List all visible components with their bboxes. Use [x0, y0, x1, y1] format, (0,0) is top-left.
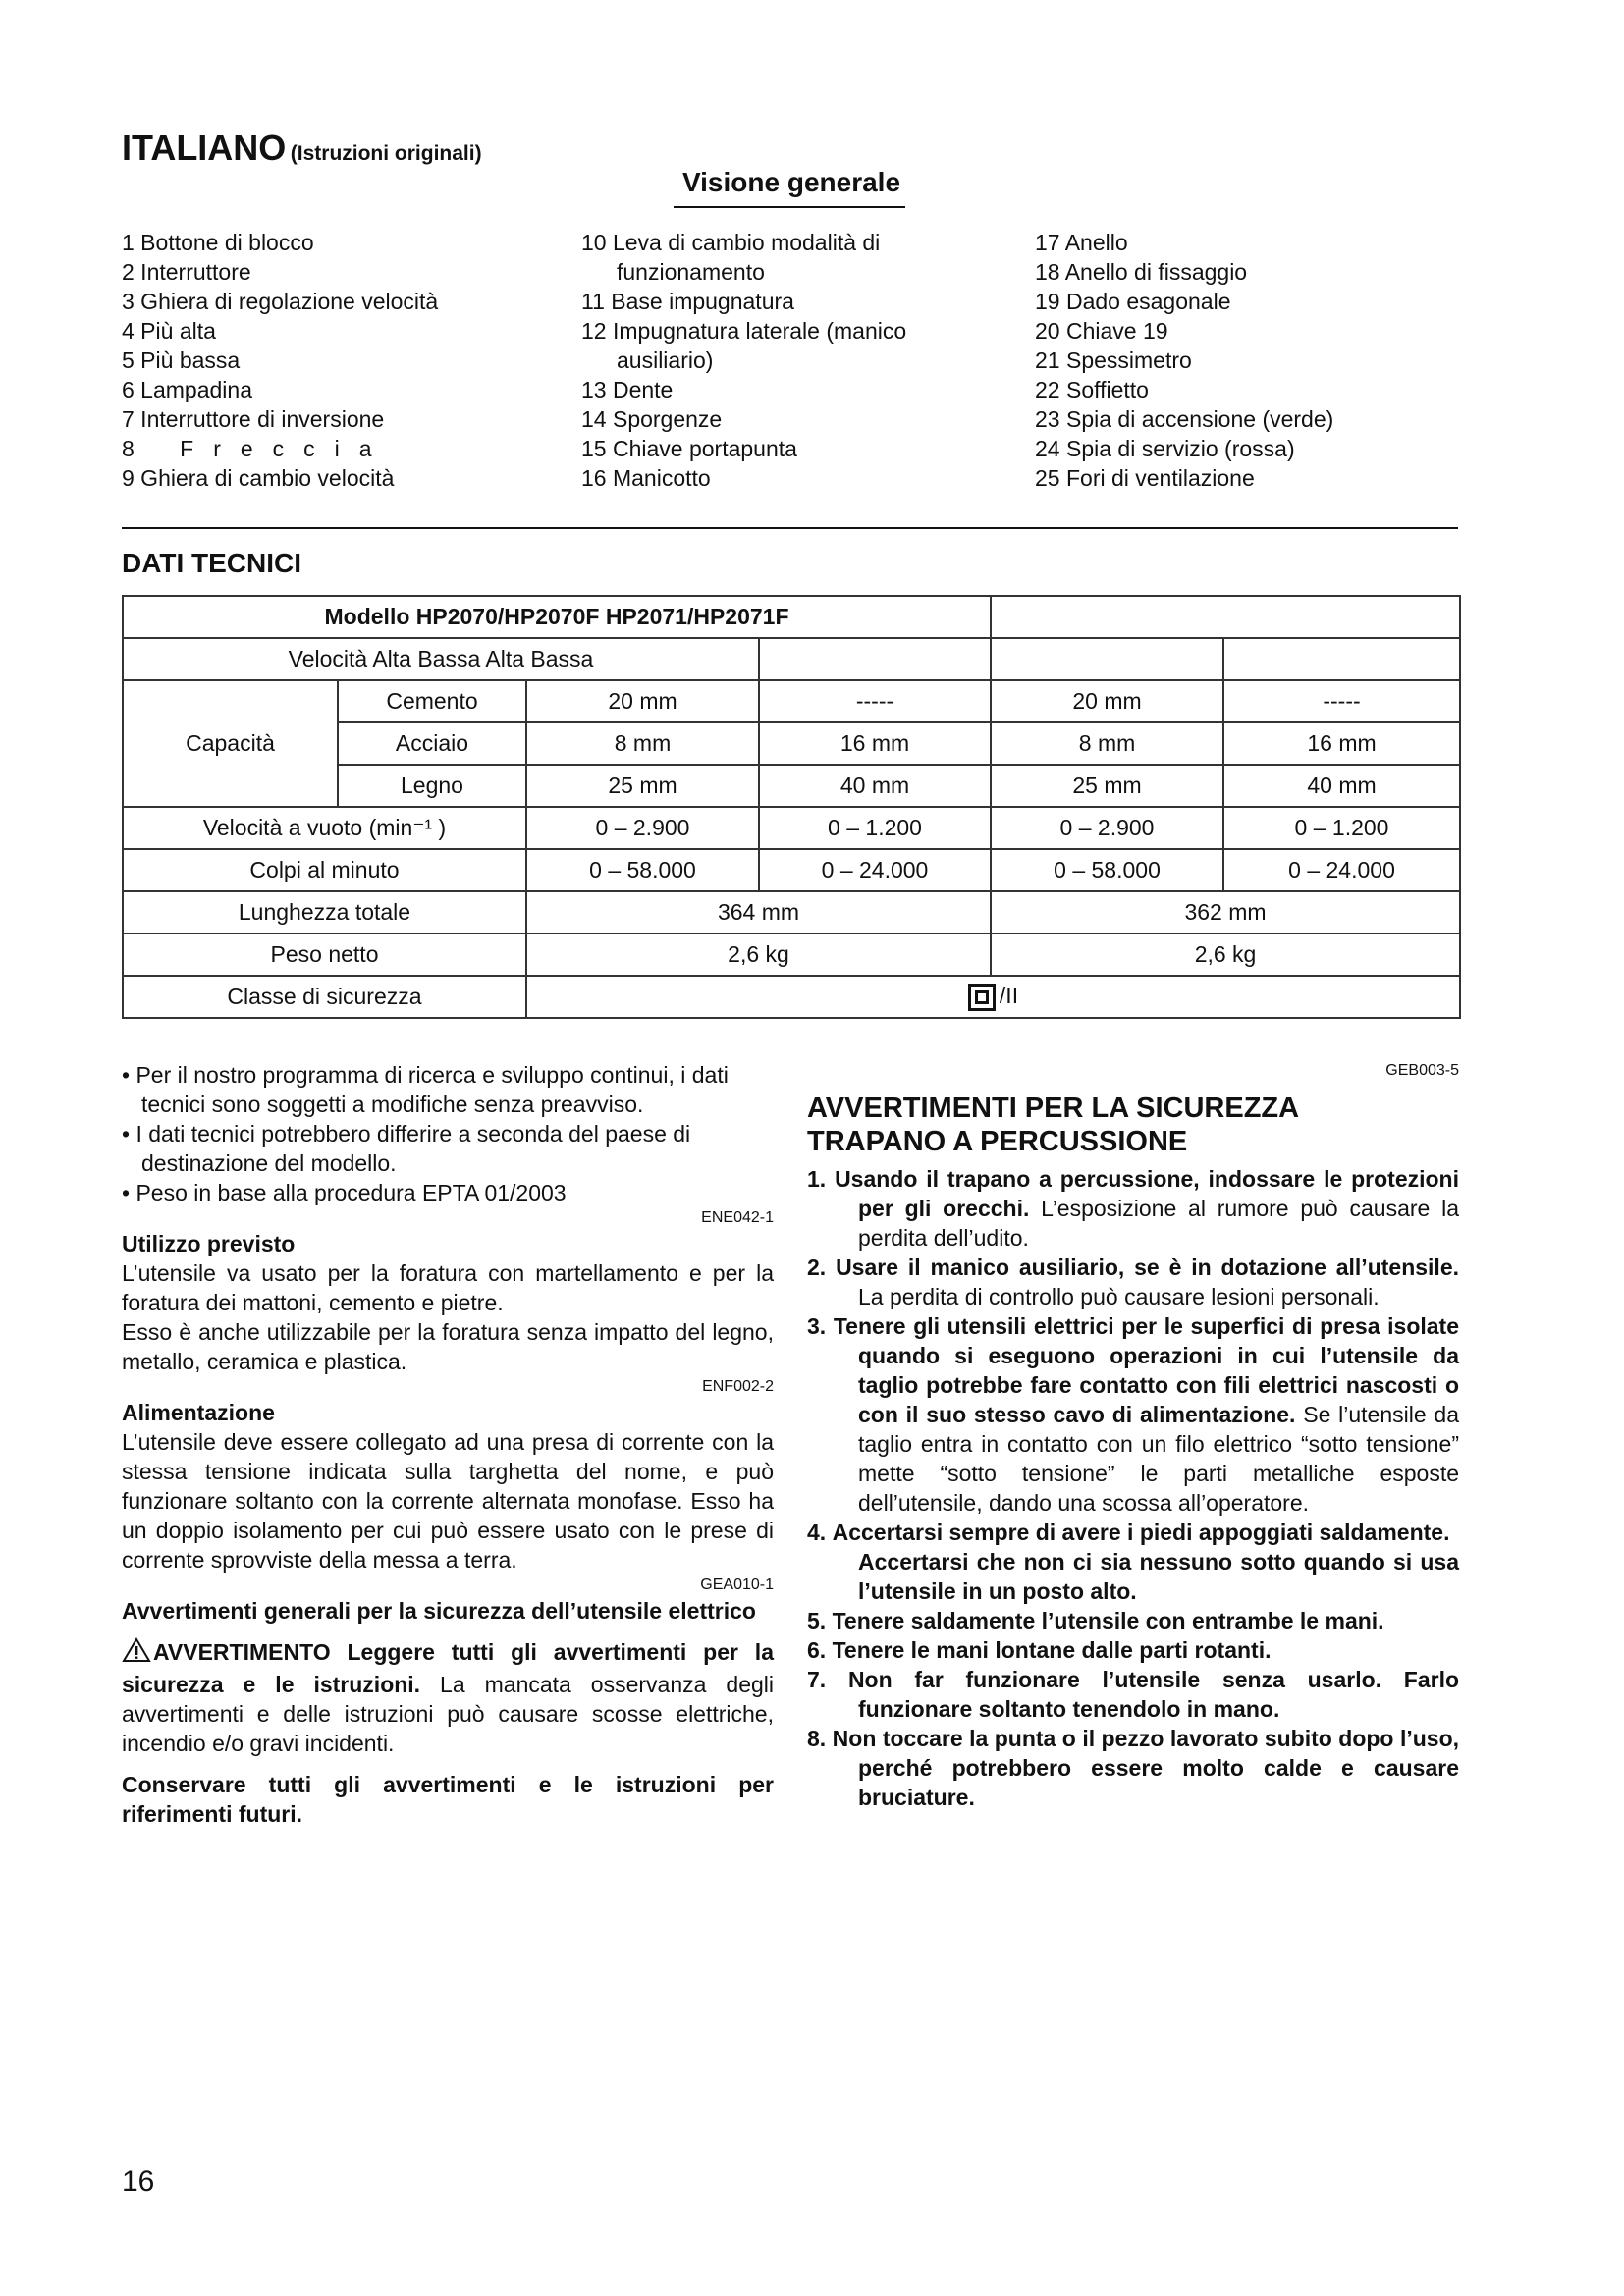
table-cell: 0 – 2.900 [991, 807, 1223, 849]
part-item: 18 Anello di fissaggio [1035, 259, 1248, 285]
material-label: Acciaio [338, 722, 526, 765]
safety-item-number: 2. [807, 1255, 827, 1280]
blows-label: Colpi al minuto [123, 849, 526, 891]
table-cell: 40 mm [1223, 765, 1460, 807]
page-number: 16 [122, 2165, 155, 2198]
part-item: 2 Interruttore [122, 259, 251, 285]
part-item: 21 Spessimetro [1035, 347, 1192, 373]
part-item: 20 Chiave 19 [1035, 318, 1168, 344]
table-cell: 362 mm [991, 891, 1460, 934]
table-cell: 0 – 58.000 [991, 849, 1223, 891]
table-cell: 20 mm [526, 680, 759, 722]
part-item: 13 Dente [581, 377, 674, 402]
doc-code: GEB003-5 [1385, 1062, 1459, 1079]
table-cell: 16 mm [759, 722, 991, 765]
empty-cell [991, 638, 1223, 680]
parts-list-col3 [1035, 228, 1333, 493]
part-item: 24 Spia di servizio (rossa) [1035, 436, 1295, 461]
table-cell: 25 mm [991, 765, 1223, 807]
part-item: 25 Fori di ventilazione [1035, 465, 1255, 491]
part-item: ausiliario) [617, 347, 714, 373]
safety-items [807, 1164, 1459, 1812]
part-item: 19 Dado esagonale [1035, 289, 1231, 314]
table-cell: 2,6 kg [991, 934, 1460, 976]
part-item: 6 Lampadina [122, 377, 252, 402]
safety-class-text: /II [999, 983, 1019, 1009]
safety-item [807, 1724, 1459, 1812]
capacity-label: Capacità [123, 680, 338, 807]
empty-cell [759, 638, 991, 680]
table-cell: 16 mm [1223, 722, 1460, 765]
parts-list-col2 [581, 228, 906, 493]
safety-item-bold: Tenere gli utensili elettrici per le superfici di presa isolate quando si eseguono operazioni in cui l’utensile da taglio potrebbe fare contatto con fili elettrici nascosti o con il suo stesso cavo di alimentazione. [833, 1313, 1460, 1427]
safety-item [807, 1665, 1459, 1724]
model-row: Modello HP2070/HP2070F HP2071/HP2071F [123, 596, 991, 638]
safety-item [807, 1606, 1459, 1635]
safety-item [807, 1635, 1459, 1665]
table-cell: 0 – 1.200 [759, 807, 991, 849]
safety-item-bold: Tenere le mani lontane dalle parti rotanti. [832, 1637, 1272, 1663]
safety-item-number: 3. [807, 1313, 827, 1339]
double-insulation-icon [968, 984, 996, 1011]
overview-title: Visione generale [681, 167, 901, 197]
safety-item [807, 1311, 1459, 1518]
keep-instructions: Conservare tutti gli avvertimenti e le istruzioni per riferimenti futuri. [122, 1772, 774, 1827]
safety-item [807, 1253, 1459, 1311]
intended-use-text: L’utensile va usato per la foratura con martellamento e per la foratura dei mattoni, cemento e pietre. [122, 1260, 774, 1315]
safety-item-bold: Usare il manico ausiliario, se è in dotazione all’utensile. [836, 1255, 1459, 1280]
safety-item-bold: Non toccare la punta o il pezzo lavorato subito dopo l’uso, perché potrebbero essere molto calde e causare bruciature. [832, 1726, 1460, 1810]
doc-code: ENF002-2 [702, 1378, 774, 1395]
part-item: 11 Base impugnatura [581, 289, 794, 314]
safety-item-bold: Accertarsi sempre di avere i piedi appoggiati saldamente. [832, 1520, 1450, 1545]
safety-item [807, 1518, 1459, 1547]
noload-speed-label [123, 807, 526, 849]
doc-code: ENE042-1 [701, 1209, 774, 1226]
doc-code: GEA010-1 [700, 1576, 774, 1593]
table-cell: 0 – 24.000 [1223, 849, 1460, 891]
warning-text: La mancata osservanza degli avvertimenti e delle istruzioni può causare scosse elettriche, incendio e/o gravi incidenti. [122, 1672, 774, 1756]
speed-row: Velocità Alta Bassa Alta Bassa [123, 638, 759, 680]
part-item: 7 Interruttore di inversione [122, 406, 385, 432]
safety-item [807, 1547, 1459, 1606]
parts-list-col1 [122, 228, 438, 493]
left-column [122, 1060, 774, 1829]
part-item: 10 Leva di cambio modalità di [581, 230, 881, 255]
intended-use-title: Utilizzo previsto [122, 1231, 296, 1256]
safety-title-line: TRAPANO A PERCUSSIONE [807, 1126, 1188, 1157]
weight-label: Peso netto [123, 934, 526, 976]
section-divider [122, 527, 1458, 529]
empty-cell [1223, 638, 1460, 680]
safety-class-value [526, 976, 1460, 1018]
safety-item-bold: Usando il trapano a percussione, indossare le protezioni per gli orecchi. [835, 1166, 1459, 1221]
empty-cell [991, 596, 1460, 638]
power-supply-text: L’utensile deve essere collegato ad una presa di corrente con la stessa tensione indicata sulla targhetta del nome, e può funzionare soltanto con la corrente alternata monofase. Esso ha un doppio isolamento per cui può essere usato con le prese di corrente sprovviste della messa a terra. [122, 1429, 774, 1573]
safety-item-number: 6. [807, 1637, 827, 1663]
material-label: Legno [338, 765, 526, 807]
general-warnings-title: Avvertimenti generali per la sicurezza dell’utensile elettrico [122, 1598, 756, 1624]
safety-item [807, 1164, 1459, 1253]
table-cell: 25 mm [526, 765, 759, 807]
part-item: 17 Anello [1035, 230, 1128, 255]
noload-speed-unit: (min⁻¹ ) [368, 815, 447, 840]
power-supply-title: Alimentazione [122, 1400, 275, 1425]
spec-note: • I dati tecnici potrebbero differire a seconda del paese di destinazione del modello. [122, 1121, 691, 1176]
part-item: 12 Impugnatura laterale (manico [581, 318, 907, 344]
table-cell: 40 mm [759, 765, 991, 807]
safety-class-label: Classe di sicurezza [123, 976, 526, 1018]
part-item: 5 Più bassa [122, 347, 241, 373]
safety-title-line: AVVERTIMENTI PER LA SICUREZZA [807, 1093, 1300, 1124]
safety-item-number: 7. [807, 1667, 827, 1692]
part-item: 15 Chiave portapunta [581, 436, 797, 461]
part-item: 1 Bottone di blocco [122, 230, 314, 255]
specs-title: DATI TECNICI [122, 548, 302, 578]
warning-bold: AVVERTIMENTO Leggere tutti gli avvertimenti per la sicurezza e le istruzioni. [122, 1639, 774, 1697]
part-item: 4 Più alta [122, 318, 216, 344]
language-heading: ITALIANO [122, 128, 287, 168]
table-cell: 0 – 2.900 [526, 807, 759, 849]
part-item: 22 Soffietto [1035, 377, 1149, 402]
table-cell: 20 mm [991, 680, 1223, 722]
table-cell: ----- [1223, 680, 1460, 722]
right-column [807, 1060, 1459, 1812]
part-item: 16 Manicotto [581, 465, 711, 491]
specs-table [122, 595, 1461, 1019]
table-cell: 2,6 kg [526, 934, 991, 976]
part-item: 8 Freccia [122, 436, 392, 461]
overview-title-underline [674, 206, 905, 208]
table-cell: 8 mm [526, 722, 759, 765]
spec-note: • Per il nostro programma di ricerca e sviluppo continui, i dati tecnici sono soggetti a modifiche senza preavviso. [122, 1062, 729, 1117]
intended-use-text: Esso è anche utilizzabile per la foratura senza impatto del legno, metallo, ceramica e plastica. [122, 1319, 774, 1374]
warning-triangle-icon [122, 1637, 151, 1670]
safety-item-text: L’esposizione al rumore può causare la perdita dell’udito. [858, 1196, 1460, 1251]
table-cell: 364 mm [526, 891, 991, 934]
table-cell: 0 – 24.000 [759, 849, 991, 891]
safety-item-number: 4. [807, 1520, 827, 1545]
warning-paragraph [122, 1637, 774, 1758]
part-item: 23 Spia di accensione (verde) [1035, 406, 1334, 432]
safety-item-bold: Tenere saldamente l’utensile con entrambe le mani. [832, 1608, 1384, 1633]
safety-item-bold: Non far funzionare l’utensile senza usarlo. Farlo funzionare soltanto tenendolo in mano. [847, 1667, 1460, 1722]
material-label: Cemento [338, 680, 526, 722]
length-label: Lunghezza totale [123, 891, 526, 934]
table-cell: ----- [759, 680, 991, 722]
part-item: 3 Ghiera di regolazione velocità [122, 289, 439, 314]
table-cell: 0 – 58.000 [526, 849, 759, 891]
safety-title [807, 1092, 1459, 1158]
safety-item-bold: Accertarsi che non ci sia nessuno sotto quando si usa l’utensile in un posto alto. [858, 1549, 1459, 1604]
safety-item-text: La perdita di controllo può causare lesioni personali. [858, 1284, 1380, 1309]
page-title [122, 128, 482, 169]
language-subtitle: (Istruzioni originali) [290, 142, 482, 165]
part-item: 9 Ghiera di cambio velocità [122, 465, 395, 491]
table-cell: 8 mm [991, 722, 1223, 765]
part-item: funzionamento [617, 259, 765, 285]
safety-item-number: 8. [807, 1726, 827, 1751]
safety-item-number: 1. [807, 1166, 827, 1192]
spec-note: • Peso in base alla procedura EPTA 01/2003 [122, 1180, 567, 1205]
part-item: 14 Sporgenze [581, 406, 723, 432]
safety-item-number: 5. [807, 1608, 827, 1633]
table-cell: 0 – 1.200 [1223, 807, 1460, 849]
noload-speed-text: Velocità a vuoto [202, 815, 363, 840]
safety-item-text: Se l’utensile da taglio entra in contatto con un filo elettrico “sotto tensione” mette “sotto tensione” le parti metalliche esposte dell’utensile, dando una scossa all’operatore. [858, 1402, 1459, 1516]
